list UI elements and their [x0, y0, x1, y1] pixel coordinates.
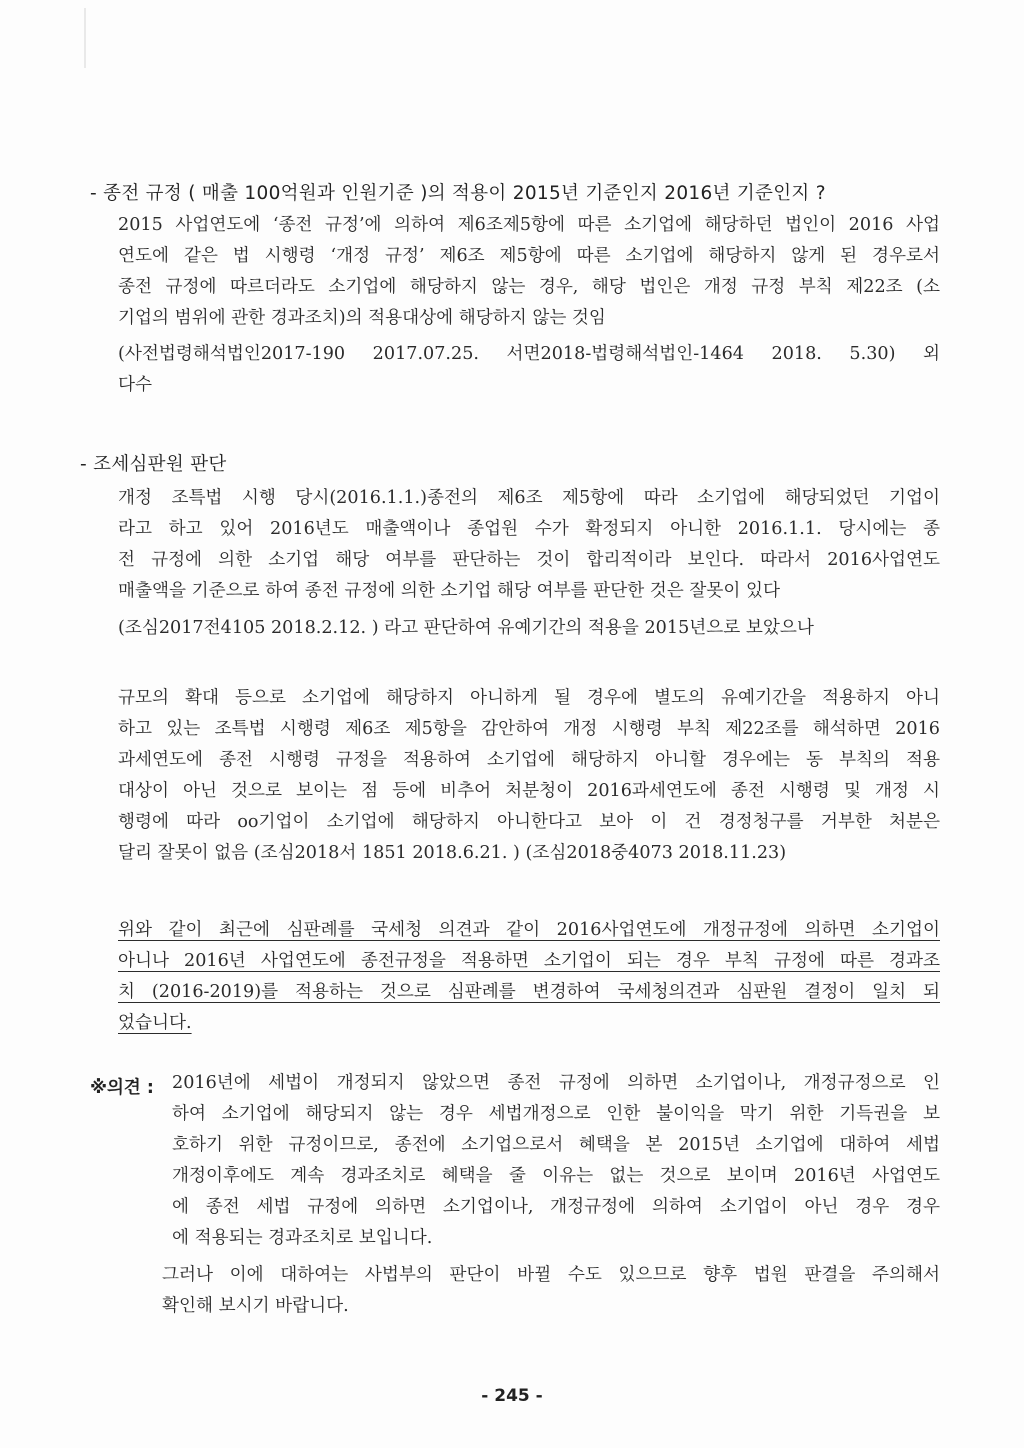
underlined-summary	[118, 915, 940, 1039]
opinion-paragraph	[172, 1068, 940, 1254]
section2-paragraph	[118, 483, 940, 607]
text-line: 개정이후에도 계속 경과조치로 혜택을 줄 이유는 없는 것으로 보이며 2016년 사업연도	[172, 1166, 940, 1186]
text-line: (조심2017전4105 2018.2.12. ) 라고 판단하여 유예기간의 적용을 2015년으로 보았으나	[118, 618, 814, 638]
text-line: 2016년에 세법이 개정되지 않았으면 종전 규정에 의하면 소기업이나, 개정규정으로 인	[172, 1073, 940, 1093]
text-line: 규모의 확대 등으로 소기업에 해당하지 아니하게 될 경우에 별도의 유예기간을 적용하지 아니	[118, 688, 940, 708]
underlined-line: 치 (2016-2019)를 적용하는 것으로 심판례를 변경하여 국세청의견과 심판원 결정이 일치 되	[118, 982, 940, 1002]
text-line: 호하기 위한 규정이므로, 종전에 소기업으로서 혜택을 본 2015년 소기업에 대하여 세법	[172, 1135, 940, 1155]
text-line: 전 규정에 의한 소기업 해당 여부를 판단하는 것이 합리적이라 보인다. 따라서 2016사업연도	[118, 550, 940, 570]
text-line: 에 종전 세법 규정에 의하면 소기업이나, 개정규정에 의하여 소기업이 아닌 경우 경우	[172, 1197, 940, 1217]
text-line: 개정 조특법 시행 당시(2016.1.1.)종전의 제6조 제5항에 따라 소기업에 해당되었던 기업이	[118, 488, 940, 508]
text-line: 하여 소기업에 해당되지 않는 경우 세법개정으로 인한 불이익을 막기 위한 기득권을 보	[172, 1104, 940, 1124]
text-line: 행령에 따라 oo기업이 소기업에 해당하지 아니한다고 보아 이 건 경정청구를 거부한 처분은	[118, 812, 940, 832]
text-line: 대상이 아닌 것으로 보이는 점 등에 비추어 처분청이 2016과세연도에 종전 시행령 및 개정 시	[118, 781, 940, 801]
text-line: 과세연도에 종전 시행령 규정을 적용하여 소기업에 해당하지 아니할 경우에는 동 부칙의 적용	[118, 750, 940, 770]
section2-heading: - 조세심판원 판단	[80, 454, 227, 475]
section1-heading: - 종전 규정 ( 매출 100억원과 인원기준 )의 적용이 2015년 기준인지 2016년 기준인지 ?	[90, 183, 826, 204]
text-line: 연도에 같은 법 시행령 ‘개정 규정’ 제6조 제5항에 따른 소기업에 해당하지 않게 된 경우로서	[118, 246, 940, 266]
text-line: 기업의 범위에 관한 경과조치)의 적용대상에 해당하지 않는 것임	[118, 308, 606, 328]
underlined-line: 위와 같이 최근에 심판례를 국세청 의견과 같이 2016사업연도에 개정규정에 의하면 소기업이	[118, 920, 940, 940]
text-line: 에 적용되는 경과조치로 보입니다.	[172, 1228, 433, 1248]
text-line: 매출액을 기준으로 하여 종전 규정에 의한 소기업 해당 여부를 판단한 것은 잘못이 있다	[118, 581, 780, 601]
section1-citation	[118, 339, 940, 401]
page-number: - 245 -	[481, 1386, 543, 1406]
section2-citation	[118, 613, 940, 644]
underlined-line: 었습니다.	[118, 1013, 192, 1033]
section1-paragraph	[118, 210, 940, 334]
underlined-line: 아니나 2016년 사업연도에 종전규정을 적용하면 소기업이 되는 경우 부칙 규정에 따른 경과조	[118, 951, 940, 971]
opinion-label: ※의견 :	[90, 1078, 154, 1098]
text-line: 다수	[118, 375, 152, 395]
text-line: 그러나 이에 대하여는 사법부의 판단이 바뀔 수도 있으므로 향후 법원 판결을 주의해서	[162, 1265, 940, 1285]
text-line: 2015 사업연도에 ‘종전 규정’에 의하여 제6조제5항에 따른 소기업에 해당하던 법인이 2016 사업	[118, 215, 940, 235]
text-line: 하고 있는 조특법 시행령 제6조 제5항을 감안하여 개정 시행령 부칙 제22조를 해석하면 2016	[118, 719, 940, 739]
text-line: (사전법령해석법인2017-190 2017.07.25. 서면2018-법령해석법인-1464 2018. 5.30) 외	[118, 344, 940, 364]
opinion-closing	[162, 1260, 940, 1322]
text-line: 종전 규정에 따르더라도 소기업에 해당하지 않는 경우, 해당 법인은 개정 규정 부칙 제22조 (소	[118, 277, 940, 297]
section2-paragraph-2	[118, 683, 940, 869]
scan-edge-mark	[84, 8, 86, 68]
text-line: 달리 잘못이 없음 (조심2018서 1851 2018.6.21. ) (조심2018중4073 2018.11.23)	[118, 843, 787, 863]
text-line: 확인해 보시기 바랍니다.	[162, 1296, 349, 1316]
text-line: 라고 하고 있어 2016년도 매출액이나 종업원 수가 확정되지 아니한 2016.1.1. 당시에는 종	[118, 519, 940, 539]
